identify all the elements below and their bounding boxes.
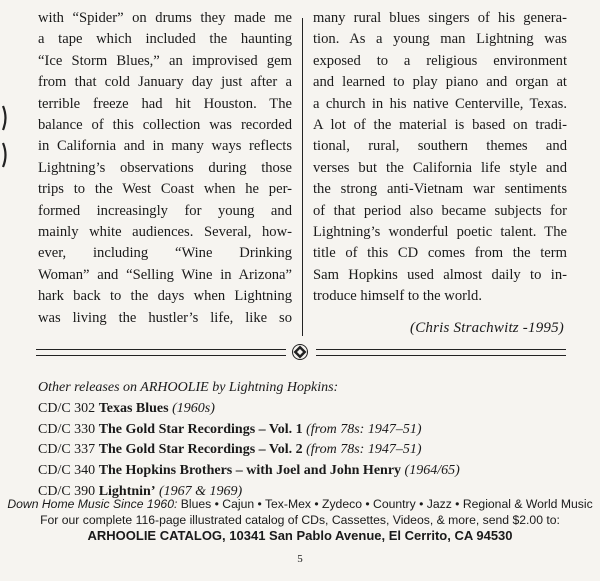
section-rule-right — [316, 349, 566, 356]
text-line: a church in his native Centerville, Texas. — [313, 95, 567, 112]
text-line: ever, including “Wine Drinking — [38, 245, 292, 262]
text-line: balance of this collection was recorded — [38, 117, 292, 134]
binding-mark-icon — [0, 141, 10, 169]
genres-list: Blues • Cajun • Tex-Mex • Zydeco • Country • Jazz • Regional & World Music — [180, 497, 593, 511]
footer — [0, 496, 600, 544]
signature: (Chris Strachwitz -1995) — [410, 320, 564, 336]
text-line: hark back to the days when Lightning — [38, 288, 292, 305]
text-line: from that cold January day just after a — [38, 74, 292, 91]
release-code: CD/C 340 — [38, 463, 96, 479]
text-line: formed increasingly for young and — [38, 202, 292, 219]
text-line: terrible freeze had hit Houston. The — [38, 95, 292, 112]
text-line: mainly white audiences. Several, how- — [38, 224, 292, 241]
release-note: (from 78s: 1947–51) — [306, 442, 422, 458]
release-code: CD/C 330 — [38, 421, 96, 437]
column-divider — [302, 18, 303, 336]
text-line: Lightning’s wonderful poetic talent. The — [313, 224, 567, 241]
text-line: and learned to play piano and organ at — [313, 74, 567, 91]
release-title: The Hopkins Brothers – with Joel and John Henry — [98, 463, 402, 479]
text-line: was living the hustler’s life, like so — [38, 309, 292, 326]
release-item — [38, 420, 558, 441]
release-note: (1967 & 1969) — [159, 483, 243, 499]
text-line: Lightning’s observations during those — [38, 159, 292, 176]
catalog-address: ARHOOLIE CATALOG, 10341 San Pablo Avenue, El Cerrito, CA 94530 — [87, 528, 513, 543]
text-line: trips to the West Coast when he per- — [38, 181, 292, 198]
text-line: Woman” and “Selling Wine in Arizona” — [38, 266, 292, 283]
release-code: CD/C 337 — [38, 442, 96, 458]
release-title: The Gold Star Recordings – Vol. 2 — [98, 442, 303, 458]
right-column — [313, 8, 567, 308]
binding-mark-icon — [0, 104, 10, 132]
text-line: many rural blues singers of his genera- — [313, 10, 567, 26]
release-title: The Gold Star Recordings – Vol. 1 — [98, 421, 303, 437]
section-rule-left — [36, 349, 286, 356]
release-code: CD/C 302 — [38, 400, 96, 416]
catalog-offer: For our complete 116-page illustrated catalog of CDs, Cassettes, Videos, & more, send $2.00 to: — [40, 513, 560, 527]
text-line: “Ice Storm Blues,” an improvised gem — [38, 52, 292, 69]
genres-label: Down Home Music Since 1960: — [7, 497, 178, 511]
release-item — [38, 399, 558, 420]
release-item — [38, 461, 558, 482]
text-line: title of this CD comes from the term — [313, 245, 567, 262]
text-line: Sam Hopkins used almost daily to in- — [313, 266, 567, 283]
other-releases — [38, 378, 558, 503]
text-line: of that period also became subjects for — [313, 202, 567, 219]
text-line: the strong anti-Vietnam war sentiments — [313, 181, 567, 198]
releases-heading: Other releases on ARHOOLIE by Lightning Hopkins: — [38, 380, 339, 395]
text-line: a tape which included the haunting — [38, 31, 292, 48]
text-line: A lot of the material is based on tradi- — [313, 117, 567, 134]
release-item — [38, 440, 558, 461]
release-title: Lightnin’ — [98, 483, 156, 499]
diamond-ornament-icon — [291, 343, 309, 361]
release-title: Texas Blues — [98, 400, 169, 416]
genres-line — [0, 496, 600, 512]
release-note: (1960s) — [172, 400, 215, 416]
text-line: troduce himself to the world. — [313, 288, 483, 305]
text-line: exposed to a religious environment — [313, 52, 567, 69]
text-line: in California and in many ways reflects — [38, 138, 292, 155]
text-line: tional, rural, southern themes and — [313, 138, 567, 155]
release-code: CD/C 390 — [38, 483, 96, 499]
text-line: with “Spider” on drums they made me — [38, 10, 292, 26]
release-note: (from 78s: 1947–51) — [306, 421, 422, 437]
release-note: (1964/65) — [404, 463, 460, 479]
text-line: tion. As a young man Lightning was — [313, 31, 567, 48]
left-column — [38, 8, 292, 329]
text-line: verses but the California life style and — [313, 159, 567, 176]
page-number: 5 — [297, 553, 303, 565]
